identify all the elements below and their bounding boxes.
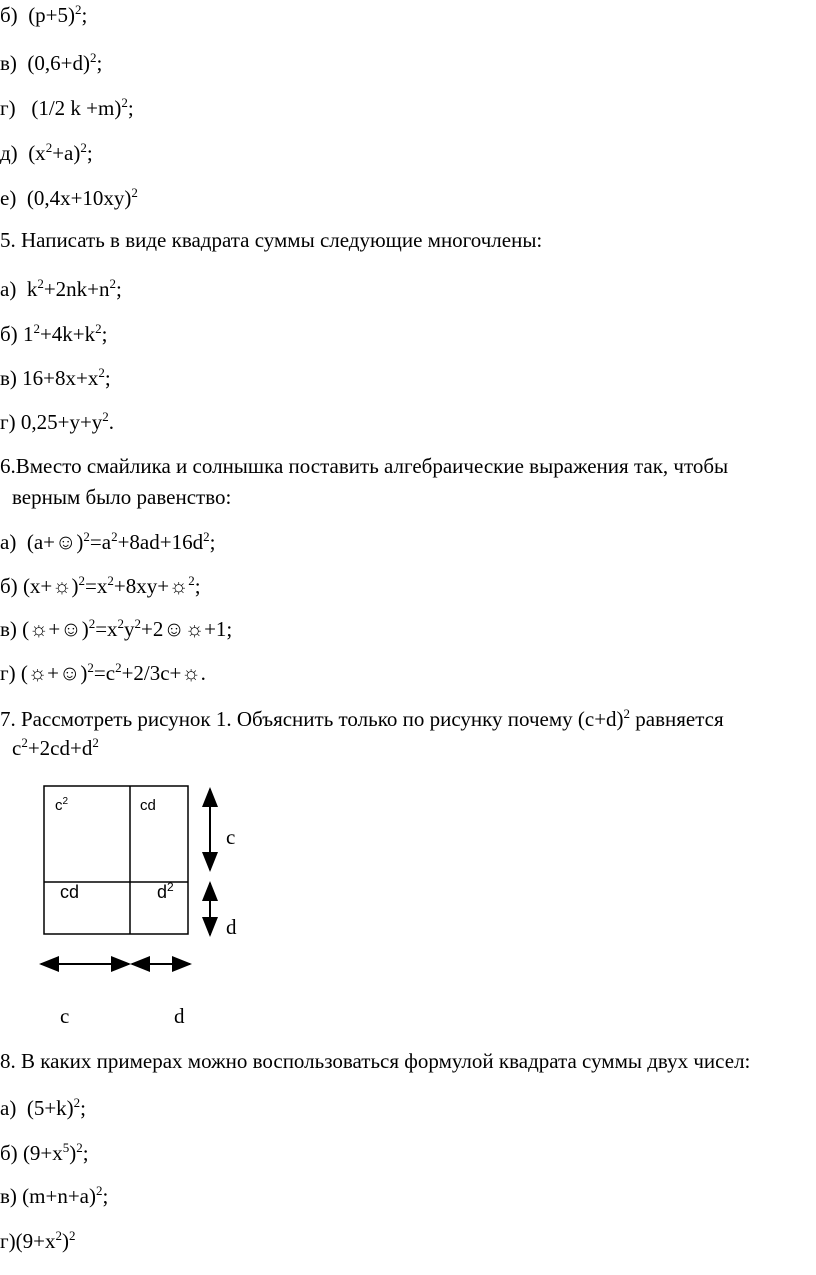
expr-4b: б) $(p+5)^2$; <box>0 2 88 27</box>
bottom-label-c: c <box>60 1004 70 1028</box>
expr-5c: в) $16+8x+x^2$; <box>0 365 111 390</box>
cell-tl-label: $c^2$ <box>55 796 69 814</box>
outer-square <box>44 786 188 934</box>
cell-bl-label: cd <box>60 882 80 902</box>
side-label-d: d <box>226 915 237 939</box>
expr-6c: в) $(☼+☺)^2=x^2y^2+2☺☼+1$; <box>0 616 233 641</box>
expr-6a: а) $(a+☺)^2=a^2+8ad+16d^2$; <box>0 529 216 554</box>
cell-tr-label: cd <box>140 797 156 814</box>
expr-8b: б) $(9+x^5)^2$; <box>0 1140 89 1165</box>
expr-8a: а) $(5+k)^2$; <box>0 1095 87 1120</box>
expr-5a: а) $k^2+2nk+n^2$; <box>0 276 122 301</box>
expr-6b: б) $(x+☼)^2=x^2+8xy+☼^2$; <box>0 573 201 598</box>
bottom-label-d: d <box>174 1004 185 1028</box>
task8-title: 8. В каких примерах можно воспользоваться формулой квадрата суммы двух чисел: <box>0 1049 751 1073</box>
task5-title: 5. Написать в виде квадрата суммы следующие многочлены: <box>0 228 543 252</box>
expr-5d: г) $0,25+y+y^2$. <box>0 409 115 434</box>
task6-title-line1: 6.Вместо смайлика и солнышка поставить алгебраические выражения так, чтобы <box>0 454 729 478</box>
expr-8c: в) $(m+n+a)^2$; <box>0 1183 109 1208</box>
expr-4e: д) $(x^2+a)^2$; <box>0 140 93 165</box>
expr-4f: е) $(0,4x+10xy)^2$ <box>0 185 138 210</box>
expr-5b: б) $1^2+4k+k^2$; <box>0 321 108 346</box>
task6-title-line2: верным было равенство: <box>12 485 232 509</box>
expr-4c: в) $(0,6+d)^2$; <box>0 50 103 75</box>
task7-title-line1: 7. Рассмотреть рисунок 1. Объяснить только по рисунку почему $(c+d)^2$ равняется <box>0 706 724 731</box>
task7-title-line2: $c^2+2cd+d^2$ <box>12 735 99 760</box>
expr-8d: $г)(9+x^2)^2$ <box>0 1228 76 1253</box>
expr-4d: г) (1/2 k +m)$^2$; <box>0 95 134 120</box>
side-label-c: c <box>226 825 236 849</box>
cell-br-label: $d^2$ <box>157 880 174 902</box>
expr-6d: г) $(☼+☺)^2=c^2+2/3c+☼$. <box>0 660 206 685</box>
